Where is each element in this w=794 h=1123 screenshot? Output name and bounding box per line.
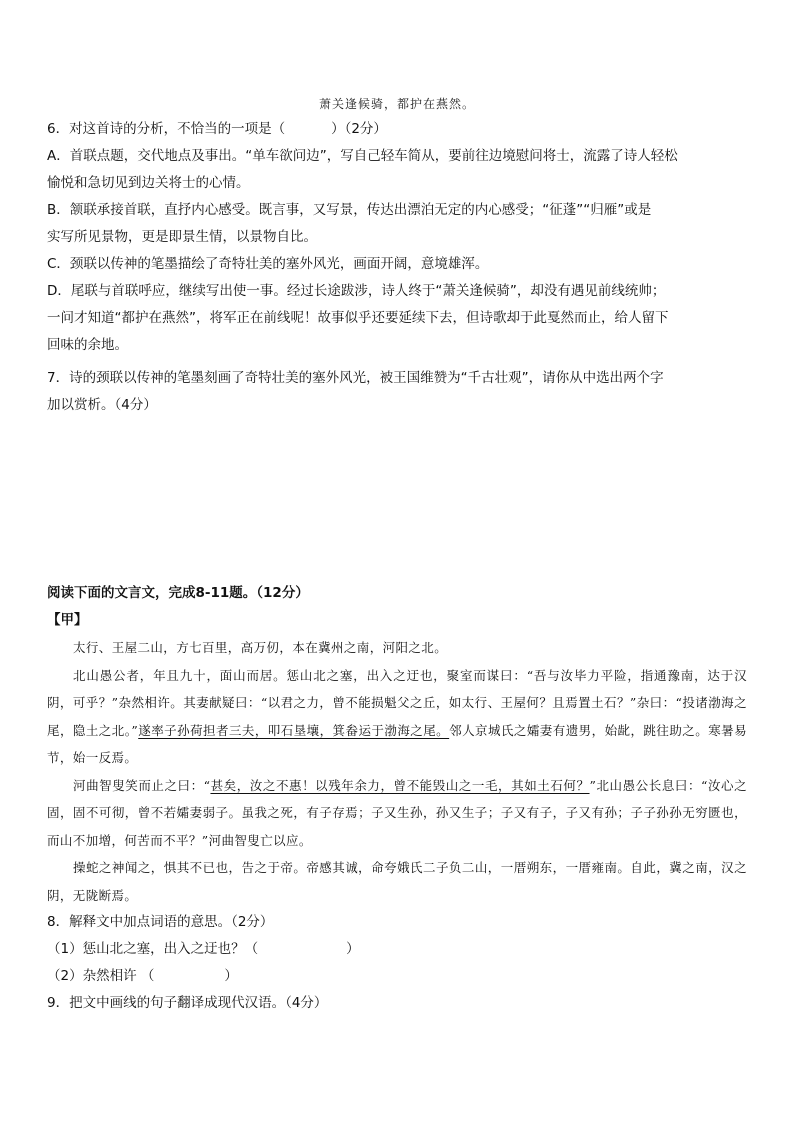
question-7-line-1: 7．诗的颈联以传神的笔墨刻画了奇特壮美的塞外风光，被王国维赞为“千古壮观”，请你从中选出两个字 — [47, 370, 664, 386]
passage-paragraph-4: 操蛇之神闻之，惧其不已也，告之于帝。帝感其诚，命夸娥氏二子负二山，一厝朔东，一厝雍南。自此，冀之南，汉之阴，无陇断焉。 — [47, 860, 747, 903]
passage-paragraph-1: 太行、王屋二山，方七百里，高万仞，本在冀州之南，河阳之北。 — [73, 640, 448, 655]
question-6 — [47, 116, 747, 359]
question-7 — [47, 365, 747, 419]
underlined-sentence-2: 甚矣，汝之不惠！以残年余力，曾不能毁山之一毛，其如土石何？ — [210, 777, 590, 793]
passage-paragraph-3 — [47, 772, 747, 855]
poem-last-line: 萧关逢候骑，都护在燕然。 — [318, 97, 475, 111]
sub-1-text: （1）惩山北之塞，出入之迂也？（ — [47, 941, 259, 957]
option-c: C．颈联以传神的笔墨描绘了奇特壮美的塞外风光，画面开阔，意境雄浑。 — [47, 256, 489, 272]
option-d-line-3: 回味的余地。 — [47, 337, 128, 353]
question-8-sub-2 — [47, 963, 747, 990]
paragraph-2-text: 北山愚公者，年且九十，面山而居。惩山北之塞，出入之迂也，聚室而谋曰：“吾与汝毕力平险，指通豫南，达于汉阴，可乎？”杂然相许。其妻献疑曰：“以君之力，曾不能损魁父之丘，如太行、王屋何？且焉置土石？”杂曰：“投诸渤海之尾，隐土之北。” — [47, 667, 747, 738]
paragraph-3-text: 河曲智叟笑而止之曰：“ — [73, 777, 211, 793]
question-9-stem: 9．把文中画线的句子翻译成现代汉语。（4分） — [47, 995, 328, 1011]
sub-1-close: ） — [346, 941, 360, 957]
question-8-stem: 8．解释文中加点词语的意思。（2分） — [47, 914, 274, 930]
paragraph-3-text-end: ”北山愚公长息曰：“汝心之固，固不可彻，曾不若孀妻弱子。虽我之死，有子存焉；子又生孙，孙又生子；子又有子，子又有孙；子子孙孙无穷匮也，而山不加增，何苦而不平？”河曲智叟亡以应。 — [47, 777, 747, 848]
question-6-stem — [47, 116, 747, 143]
option-a-line-1: A．首联点题，交代地点及事出。“单车欲问边”，写自己轻车简从，要前往边境慰问将士，流露了诗人轻松 — [47, 148, 678, 164]
option-b-line-1: B．颔联承接首联，直抒内心感受。既言事，又写景，传达出漂泊无定的内心感受；“征蓬”“归雁”或是 — [47, 202, 652, 218]
passage-paragraph-2 — [47, 662, 747, 772]
classical-reading-section — [47, 580, 747, 1017]
question-6-stem-end: ）（2分） — [331, 121, 387, 137]
underlined-sentence-1: 遂率子孙荷担者三夫，叩石垦壤，箕畚运于渤海之尾。 — [138, 722, 450, 738]
option-d-line-1: D．尾联与首联呼应，继续写出使一事。经过长途跋涉，诗人终于“萧关逢候骑”，却没有遇见前线统帅； — [47, 283, 666, 299]
sub-2-text: （2）杂然相许 （ — [47, 968, 155, 984]
option-d-line-2: 一问才知道“都护在燕然”，将军正在前线呢！故事似乎还要延续下去，但诗歌却于此戛然而止，给人留下 — [47, 310, 669, 326]
option-b-line-2: 实写所见景物，更是即景生情，以景物自比。 — [47, 229, 317, 245]
question-8-sub-1 — [47, 936, 747, 963]
question-6-stem-start: 6．对这首诗的分析，不恰当的一项是（ — [47, 121, 286, 137]
reading-instruction: 阅读下面的文言文，完成8-11题。（12分） — [47, 585, 309, 601]
paragraph-2-text-end: 邻人京城氏之孀妻有遗男，始龀，跳往助之。寒暑易节，始一反焉。 — [47, 722, 748, 765]
section-label: 【甲】 — [47, 612, 88, 628]
sub-2-close: ） — [224, 968, 238, 984]
option-a-line-2: 愉悦和急切见到边关将士的心情。 — [47, 175, 250, 191]
question-7-line-2: 加以赏析。（4分） — [47, 397, 157, 413]
